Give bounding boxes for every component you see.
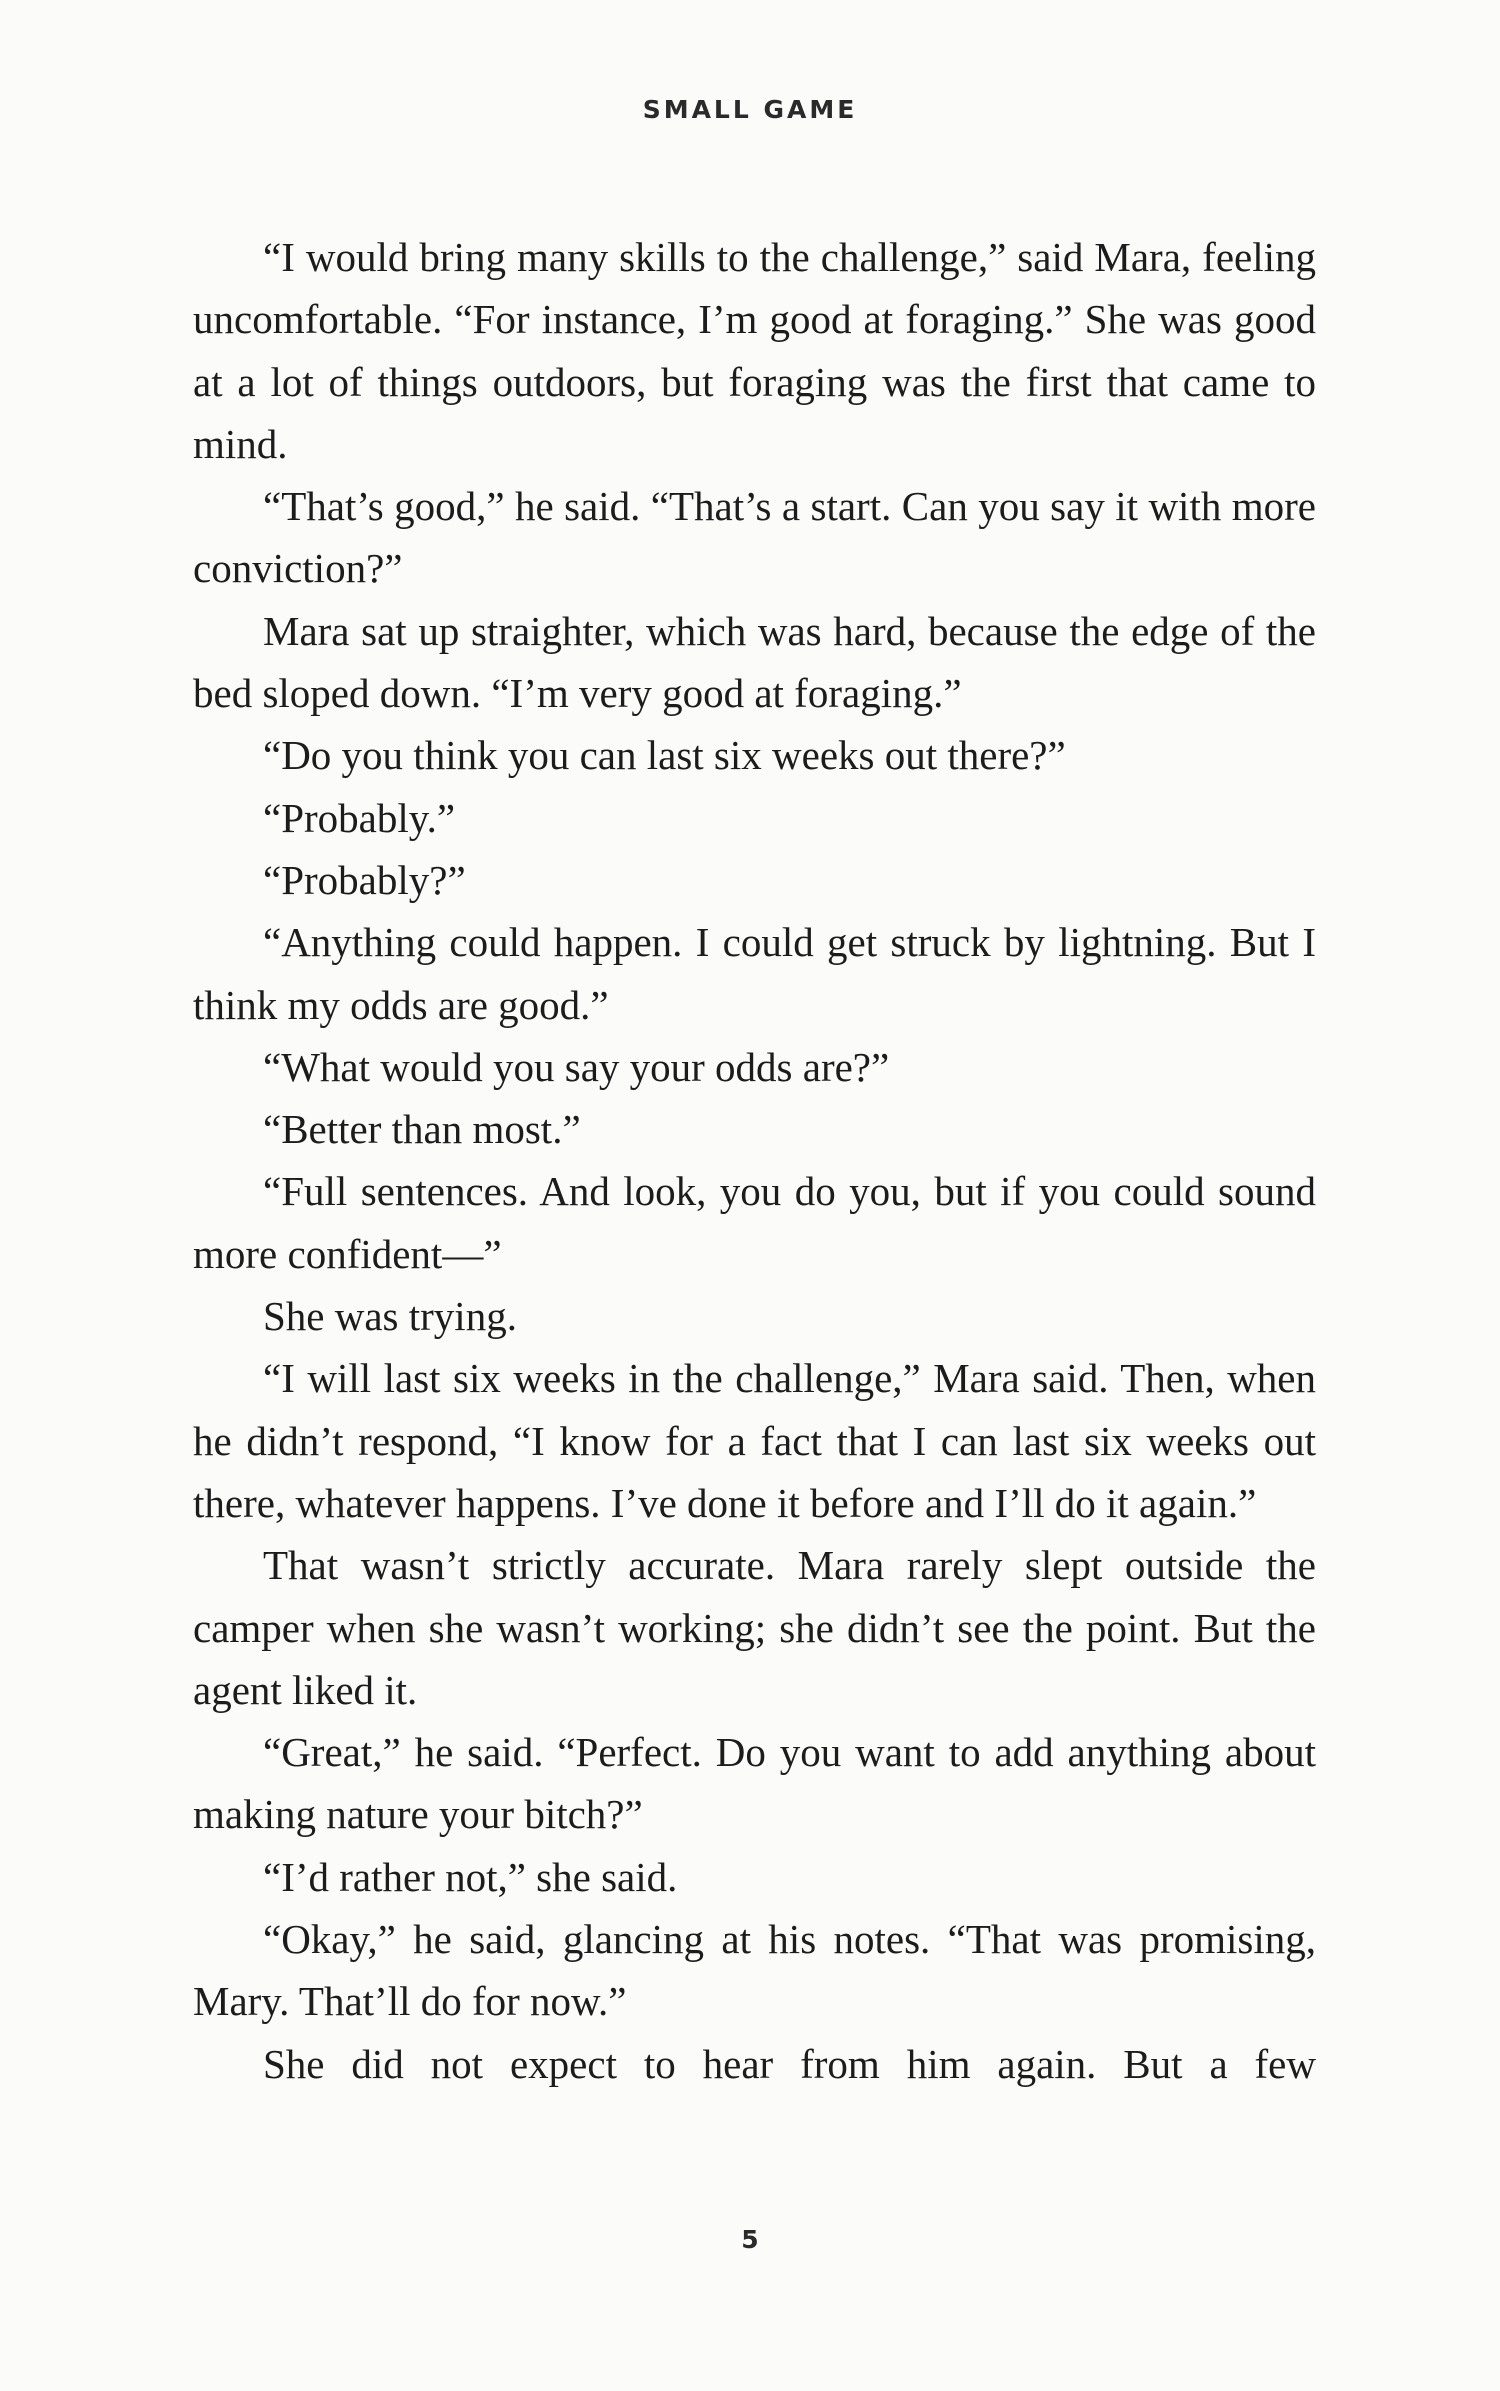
paragraph: Mara sat up straighter, which was hard, because the edge of the bed sloped down. “I’m very good at foraging.” bbox=[193, 607, 1316, 717]
paragraph: “I’d rather not,” she said. bbox=[263, 1853, 678, 1900]
paragraph: “Anything could happen. I could get struck by lightning. But I think my odds are good.” bbox=[193, 919, 1316, 1028]
body-text bbox=[193, 226, 1316, 2095]
paragraph: She was trying. bbox=[263, 1293, 517, 1340]
paragraph: “I would bring many skills to the challenge,” said Mara, feeling uncomfortable. “For instance, I’m good at foraging.” She was good at a lot of things outdoors, but foraging was the first that came to mind. bbox=[193, 234, 1316, 467]
paragraph: “I will last six weeks in the challenge,” Mara said. Then, when he didn’t respond, “I know for a fact that I can last six weeks out there, whatever happens. I’ve done it before and I’ll do it again.” bbox=[193, 1355, 1316, 1526]
running-head: SMALL GAME bbox=[642, 95, 858, 124]
paragraph: “Probably?” bbox=[263, 856, 466, 903]
paragraph: She did not expect to hear from him again. But a few bbox=[263, 2040, 1316, 2087]
page-number: 5 bbox=[741, 2225, 759, 2254]
paragraph: “Do you think you can last six weeks out there?” bbox=[263, 732, 1066, 779]
paragraph: “What would you say your odds are?” bbox=[263, 1043, 890, 1090]
paragraph: “Full sentences. And look, you do you, but if you could sound more confident—” bbox=[193, 1168, 1316, 1277]
paragraph: That wasn’t strictly accurate. Mara rarely slept outside the camper when she wasn’t working; she didn’t see the point. But the agent liked it. bbox=[193, 1542, 1316, 1713]
paragraph: “Probably.” bbox=[263, 794, 456, 841]
paragraph: “That’s good,” he said. “That’s a start. Can you say it with more conviction?” bbox=[193, 483, 1316, 592]
paragraph: “Better than most.” bbox=[263, 1106, 581, 1153]
paragraph: “Okay,” he said, glancing at his notes. “That was promising, Mary. That’ll do for now.” bbox=[193, 1916, 1316, 2025]
paragraph: “Great,” he said. “Perfect. Do you want to add anything about making nature your bitch?” bbox=[193, 1729, 1316, 1838]
